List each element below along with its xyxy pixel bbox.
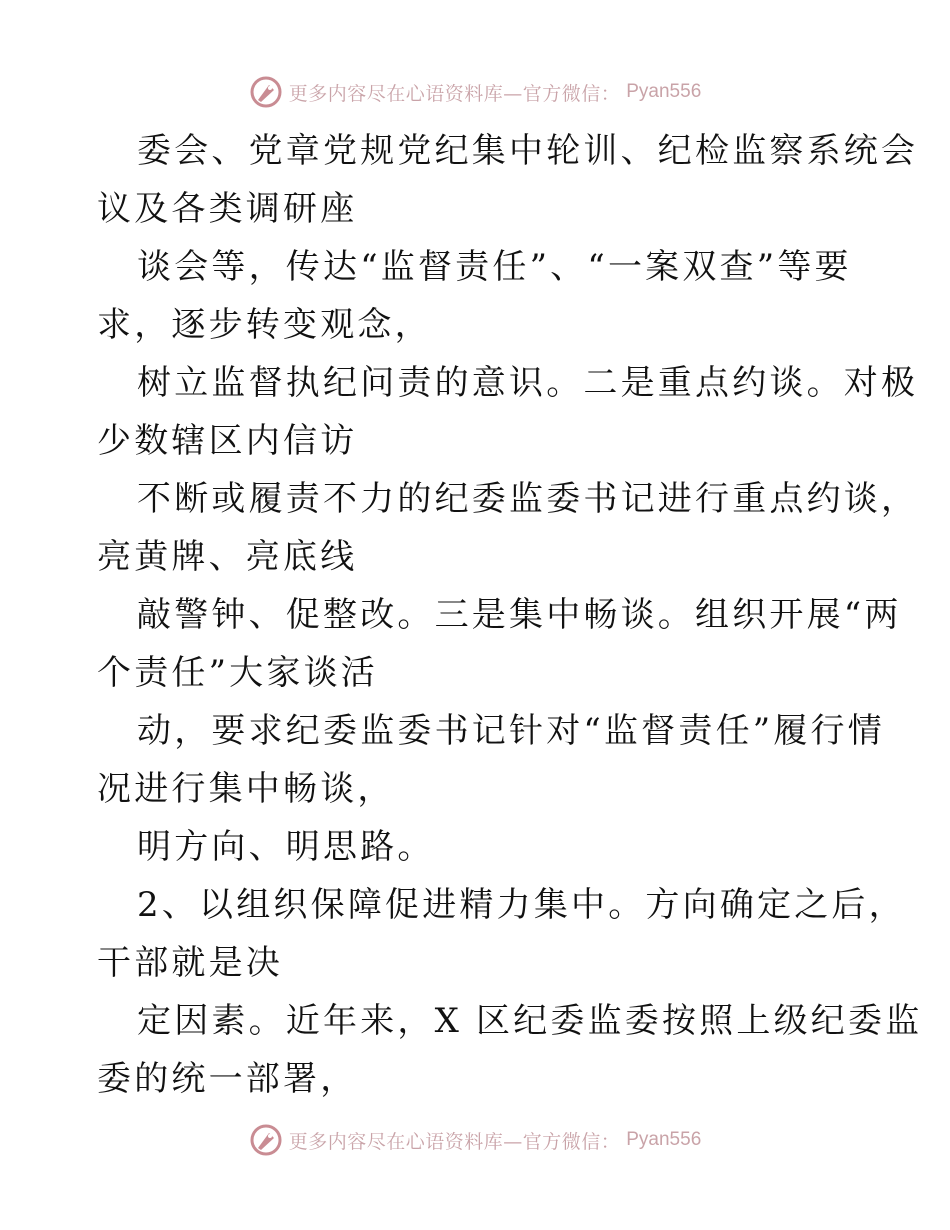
document-body bbox=[97, 122, 923, 1108]
text-line: 议及各类调研座 bbox=[97, 189, 358, 229]
text-line: 敲警钟、促整改。三是集中畅谈。组织开展“两 bbox=[137, 595, 902, 635]
watermark-text: 更多内容尽在心语资料库—官方微信： bbox=[288, 1130, 621, 1153]
watermark-text: 更多内容尽在心语资料库—官方微信： bbox=[288, 82, 621, 105]
text-line: 求，逐步转变观念， bbox=[97, 305, 432, 345]
text-line: 干部就是决 bbox=[97, 943, 283, 983]
footer-watermark bbox=[0, 1120, 950, 1160]
text-line: 不断或履责不力的纪委监委书记进行重点约谈， bbox=[137, 479, 919, 519]
text-line: 2、以组织保障促进精力集中。方向确定之后， bbox=[137, 885, 906, 925]
watermark-wechat-id: Pyan556 bbox=[626, 1129, 702, 1150]
text-line: 个责任”大家谈活 bbox=[97, 653, 378, 693]
text-line: 亮黄牌、亮底线 bbox=[97, 537, 358, 577]
text-line: 委会、党章党规党纪集中轮训、纪检监察系统会 bbox=[137, 131, 919, 171]
text-line: 动，要求纪委监委书记针对“监督责任”履行情 bbox=[137, 711, 885, 751]
text-line: 明方向、明思路。 bbox=[137, 827, 435, 867]
text-line: 委的统一部署， bbox=[97, 1059, 358, 1099]
header-watermark bbox=[0, 72, 950, 112]
text-line: 定因素。近年来，X 区纪委监委按照上级纪委监 bbox=[137, 1001, 923, 1041]
text-line: 树立监督执纪问责的意识。二是重点约谈。对极 bbox=[137, 363, 919, 403]
pen-nib-logo-icon bbox=[249, 75, 283, 109]
watermark-wechat-id: Pyan556 bbox=[626, 81, 702, 102]
text-line: 谈会等，传达“监督责任”、“一案双查”等要 bbox=[137, 247, 852, 287]
text-line: 少数辖区内信访 bbox=[97, 421, 358, 461]
pen-nib-logo-icon bbox=[249, 1123, 283, 1157]
text-line: 况进行集中畅谈， bbox=[97, 769, 395, 809]
